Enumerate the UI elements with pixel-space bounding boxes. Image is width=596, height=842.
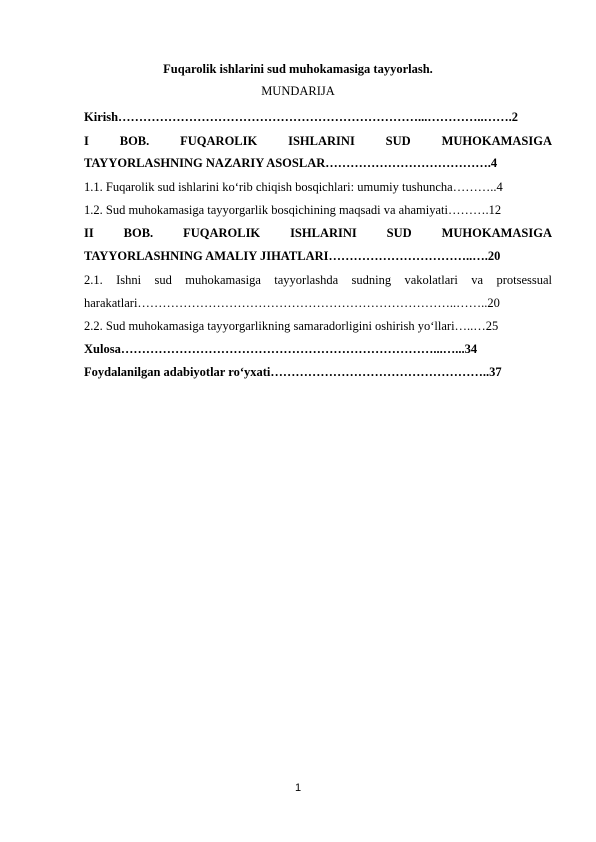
toc-entry-chapter-2-line-1: II BOB. FUQAROLIK ISHLARINI SUD MUHOKAMASIGA bbox=[84, 226, 552, 240]
toc-entry-introduction: Kirish………………………………………………………………...…………..…….2 bbox=[84, 110, 519, 124]
toc-entry-chapter-1-line-1: I BOB. FUQAROLIK ISHLARINI SUD MUHOKAMASIGA bbox=[84, 134, 552, 148]
page-number: 1 bbox=[294, 782, 302, 794]
toc-entry-section-2-1-line-2: harakatlari…………………………………………………………………..……..20 bbox=[84, 296, 500, 310]
toc-entry-section-2-1-line-1: 2.1. Ishni sud muhokamasiga tayyorlashda sudning vakolatlari va protsessual bbox=[84, 273, 552, 287]
document-title: Fuqarolik ishlarini sud muhokamasiga tayyorlash. bbox=[163, 62, 433, 76]
contents-heading: MUNDARIJA bbox=[261, 84, 335, 98]
toc-entry-bibliography: Foydalanilgan adabiyotlar ro‘yxati……………………………………………..37 bbox=[84, 365, 502, 379]
toc-entry-conclusion: Xulosa…………………………………………………………………...…...34 bbox=[84, 342, 478, 356]
toc-entry-section-1-2: 1.2. Sud muhokamasiga tayyorgarlik bosqichining maqsadi va ahamiyati……….12 bbox=[84, 203, 502, 217]
toc-entry-chapter-2-line-2: TAYYORLASHNING AMALIY JIHATLARI……………………………..….20 bbox=[84, 249, 501, 263]
toc-entry-section-1-1: 1.1. Fuqarolik sud ishlarini ko‘rib chiqish bosqichlari: umumiy tushuncha………..4 bbox=[84, 180, 503, 194]
toc-entry-section-2-2: 2.2. Sud muhokamasiga tayyorgarlikning samaradorligini oshirish yo‘llari…..…25 bbox=[84, 319, 499, 333]
toc-entry-chapter-1-line-2: TAYYORLASHNING NAZARIY ASOSLAR………………………………….4 bbox=[84, 156, 498, 170]
